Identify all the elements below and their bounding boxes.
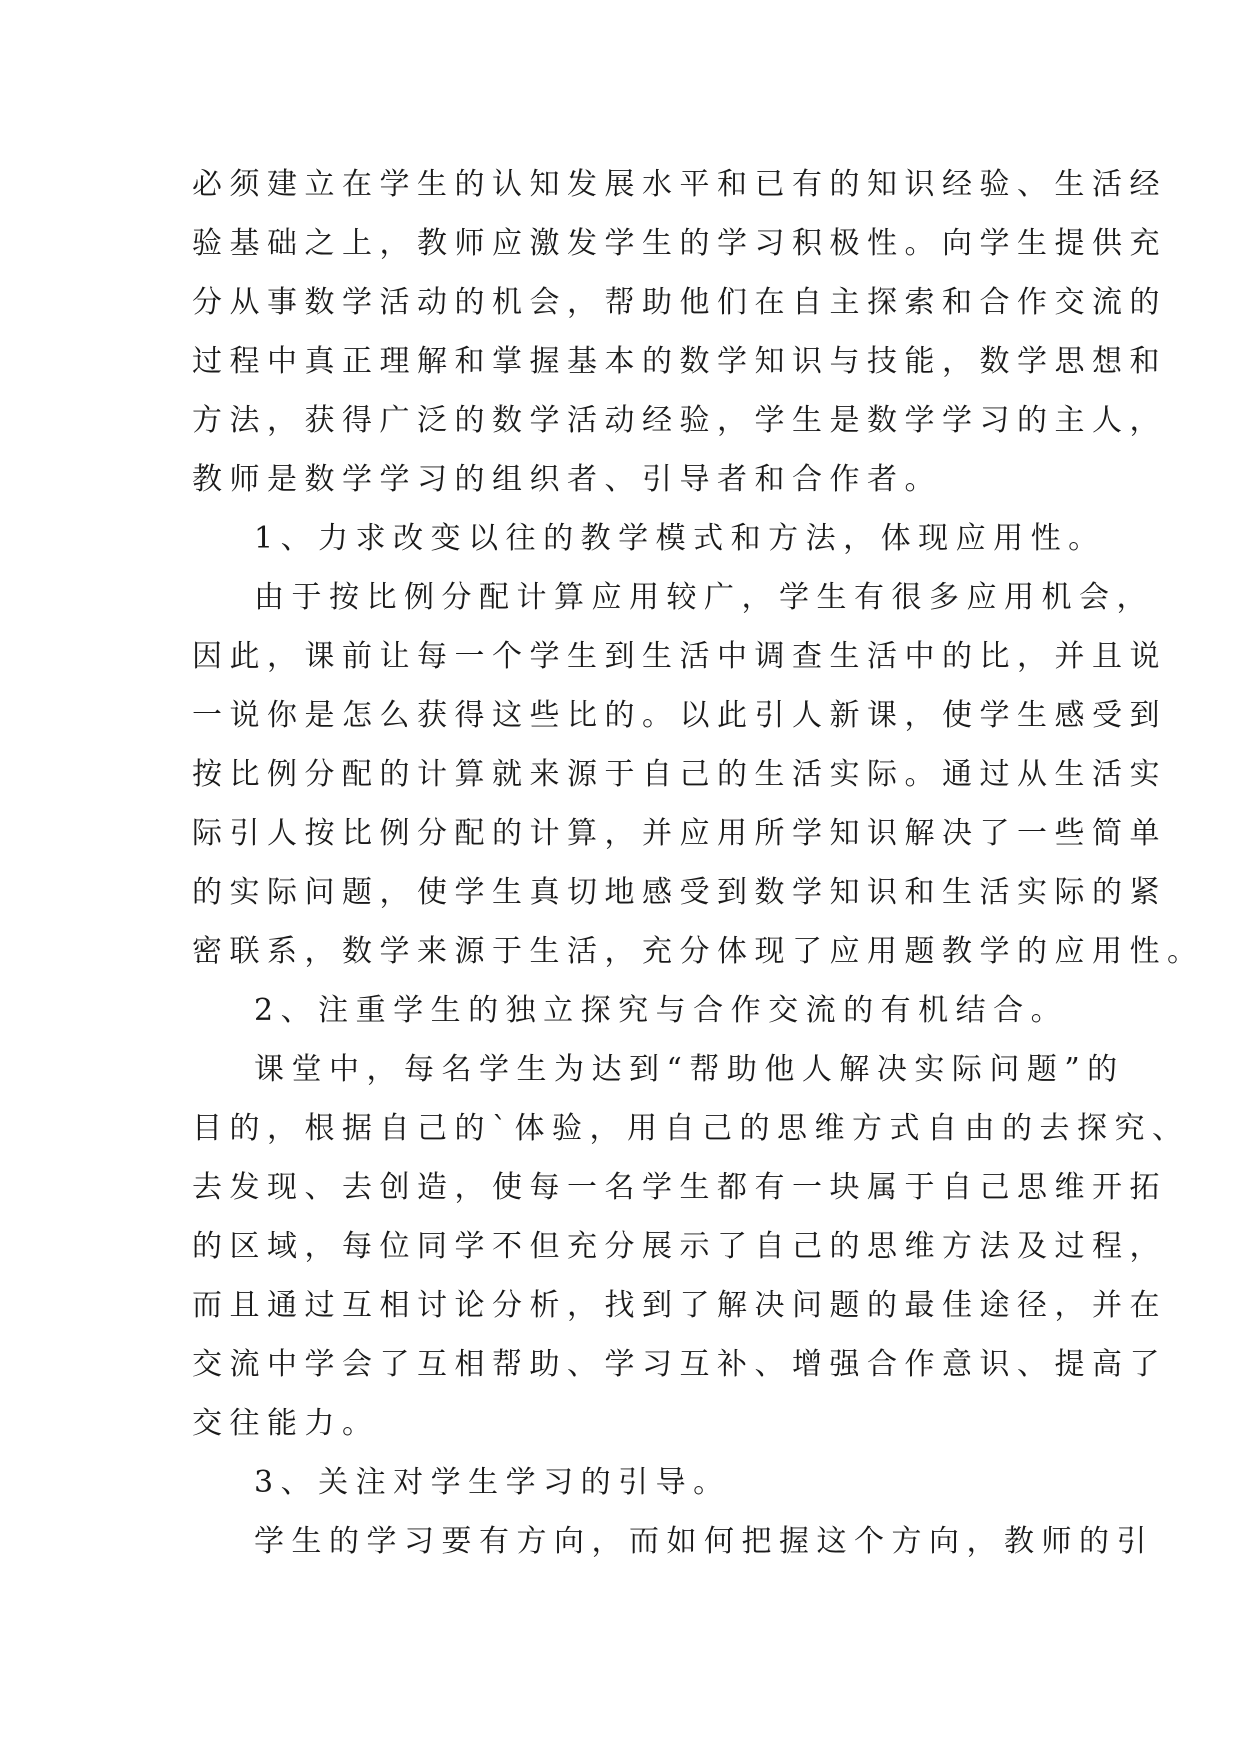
text-line: 过程中真正理解和掌握基本的数学知识与技能，数学思想和 bbox=[192, 344, 1167, 379]
text-line: 际引人按比例分配的计算，并应用所学知识解决了一些简单 bbox=[192, 816, 1167, 851]
text-line: 因此，课前让每一个学生到生活中调查生活中的比，并且说 bbox=[192, 639, 1167, 674]
text-line: 按比例分配的计算就来源于自己的生活实际。通过从生活实 bbox=[192, 757, 1167, 792]
text-line: 分从事数学活动的机会，帮助他们在自主探索和合作交流的 bbox=[192, 285, 1167, 320]
text-line: 教师是数学学习的组织者、引导者和合作者。 bbox=[192, 462, 942, 497]
paragraph-first-line: 由于按比例分配计算应用较广，学生有很多应用机会， bbox=[254, 580, 1154, 615]
text-line: 必须建立在学生的认知发展水平和已有的知识经验、生活经 bbox=[192, 167, 1167, 202]
text-line: 的实际问题，使学生真切地感受到数学知识和生活实际的紧 bbox=[192, 875, 1167, 910]
text-line: 交往能力。 bbox=[192, 1406, 380, 1441]
paragraph-first-line: 课堂中，每名学生为达到“帮助他人解决实际问题”的 bbox=[254, 1052, 1125, 1087]
paragraph-first-line: 学生的学习要有方向，而如何把握这个方向，教师的引 bbox=[254, 1524, 1154, 1559]
text-line: 去发现、去创造，使每一名学生都有一块属于自己思维开拓 bbox=[192, 1170, 1167, 1205]
text-line: 而且通过互相讨论分析，找到了解决问题的最佳途径，并在 bbox=[192, 1288, 1167, 1323]
text-line: 密联系，数学来源于生活，充分体现了应用题教学的应用性。 bbox=[192, 934, 1205, 969]
text-line: 验基础之上，教师应激发学生的学习积极性。向学生提供充 bbox=[192, 226, 1167, 261]
text-line: 目的，根据自己的`体验，用自己的思维方式自由的去探究、 bbox=[192, 1111, 1190, 1146]
section-heading: 2、注重学生的独立探究与合作交流的有机结合。 bbox=[254, 993, 1069, 1028]
text-line: 一说你是怎么获得这些比的。以此引人新课，使学生感受到 bbox=[192, 698, 1167, 733]
section-heading: 1、力求改变以往的教学模式和方法，体现应用性。 bbox=[254, 521, 1106, 556]
text-line: 的区域，每位同学不但充分展示了自己的思维方法及过程， bbox=[192, 1229, 1167, 1264]
section-heading: 3、关注对学生学习的引导。 bbox=[254, 1465, 731, 1500]
text-line: 交流中学会了互相帮助、学习互补、增强合作意识、提高了 bbox=[192, 1347, 1167, 1382]
text-line: 方法，获得广泛的数学活动经验，学生是数学学习的主人， bbox=[192, 403, 1167, 438]
